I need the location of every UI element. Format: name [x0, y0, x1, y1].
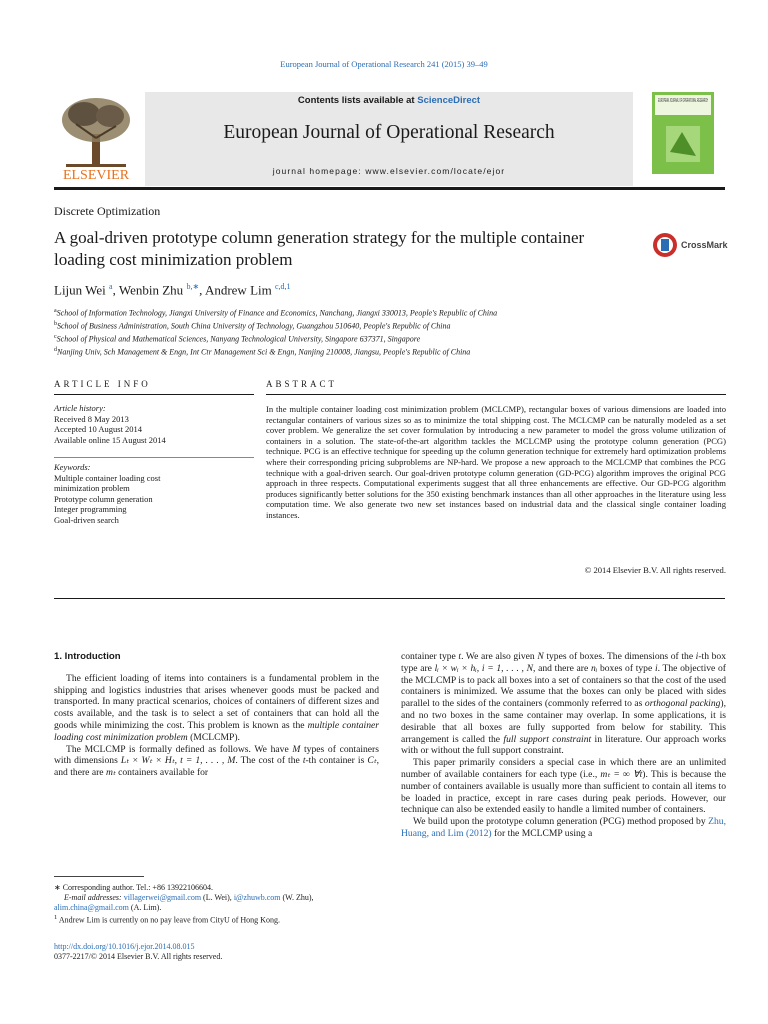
doi-link[interactable]: http://dx.doi.org/10.1016/j.ejor.2014.08.015	[54, 942, 195, 951]
affiliation: $^d$Nanjing Univ, Sch Management & Engn, Int Ctr Management Sci & Engn, Nanjing 210008, Jiangsu, People's Republic of China	[54, 347, 471, 358]
header-rule	[54, 187, 725, 190]
issn-line: 0377-2217/© 2014 Elsevier B.V. All rights reserved.	[54, 952, 223, 961]
keywords: Keywords: Multiple container loading cost minimization problem Prototype column generation Integer programming Goal-driven search	[54, 462, 161, 525]
author-list: Lijun Wei $^a$, Wenbin Zhu $^{b,∗}$, Andrew Lim $^{c,d,1}$	[54, 282, 291, 298]
homepage-link[interactable]: www.elsevier.com/locate/ejor	[365, 166, 506, 176]
sciencedirect-link[interactable]: ScienceDirect	[417, 95, 481, 106]
reference-link[interactable]: Zhu, Huang, and Lim (2012)	[401, 816, 726, 839]
author-name[interactable]: Wenbin Zhu	[118, 282, 184, 298]
journal-citation[interactable]: European Journal of Operational Research 241 (2015) 39–49	[280, 59, 488, 69]
abstract-heading: ABSTRACT	[266, 379, 338, 389]
crossmark-label: CrossMark	[681, 240, 728, 250]
abstract-end-rule	[54, 598, 725, 599]
affiliation: $^b$School of Business Administration, South China University of Technology, Guangzhou 510640, People's Republic of China	[54, 321, 451, 331]
journal-cover-thumbnail[interactable]	[652, 92, 714, 174]
footnote-corresponding: ∗ Corresponding author. Tel.: +86 13922106604.	[54, 883, 213, 892]
abstract-copyright: © 2014 Elsevier B.V. All rights reserved.	[584, 565, 726, 575]
article-history: Article history: Received 8 May 2013 Accepted 10 August 2014 Available online 15 August 2014	[54, 403, 166, 445]
keywords-rule	[54, 457, 254, 458]
article-info-rule	[54, 394, 254, 395]
author-affil-sup[interactable]: c,d,1	[274, 282, 291, 291]
author-name[interactable]: Lijun Wei	[54, 282, 106, 298]
paragraph: The efficient loading of items into containers is a fundamental problem in the shipping and logistics industries that arises whenever goods must be packed and transported. In many practical scenarios, choices of containers of different sizes and costs available, and the task is to select a set of containers that can hold all the goods while minimizing the cost. This problem is known as the multiple container loading cost minimization problem (MCLCMP).	[54, 672, 380, 743]
elsevier-logo	[54, 94, 138, 182]
affiliation: $^a$School of Information Technology, Jiangxi University of Finance and Economics, Nanchang, Jiangxi 330013, People's Republic of China	[54, 308, 498, 318]
publication-info	[54, 942, 384, 962]
section-heading: 1. Introduction	[54, 651, 121, 662]
paragraph: container type t. We are also given N types of boxes. The dimensions of the i-th box type are lᵢ × wᵢ × hᵢ, i = 1, . . . , N, and there are nᵢ boxes of type i. The objective of the MCLCMP is to pack all boxes into a set of containers so that the cost of the used containers is minimized. We assume that the boxes can only be placed with sides parallel to the sides of the containers (commonly referred to as orthogonal packing), and no two boxes in the same container may overlap. In some applications, it is desirable that all boxes are fully supported from below for stability. This arrangement is called the full support constraint in literature. Our approach works with or without the full support constraint.	[401, 651, 727, 757]
abstract-rule	[266, 394, 726, 395]
author-affil-sup[interactable]: a	[109, 282, 113, 291]
email-link[interactable]: villagerwei@gmail.com	[123, 893, 202, 902]
left-column	[54, 651, 379, 779]
cover-title: EUROPEAN JOURNAL OF OPERATIONAL RESEARCH	[658, 98, 709, 104]
author-affil-sup[interactable]: b,∗	[186, 282, 200, 291]
crossmark-icon	[652, 232, 678, 258]
footnote-rule	[54, 876, 144, 877]
article-info-heading: ARTICLE INFO	[54, 379, 151, 389]
paragraph: The MCLCMP is formally defined as follows. We have M types of containers with dimensions Lₜ × Wₜ × Hₜ, t = 1, . . . , M. The cost of the t-th container is Cₜ, and there are mₜ containers available for	[54, 743, 379, 779]
email-link[interactable]: alim.china@gmail.com	[54, 903, 129, 912]
contents-line: Contents lists available at ScienceDirect	[297, 95, 481, 106]
abstract-body: In the multiple container loading cost minimization problem (MCLCMP), rectangular boxes of various dimensions are loaded into rectangular containers of various sizes so as to minimize the total shipping cost. The MCLCMP can be naturally modeled as a set cover problem. We generalize the set cover formulation by introducing a new parameter to model the gross volume utilization of containers in a solution. The state-of-the-art algorithm tackles the MCLCMP using the prototype column generation (PCG) technique. PCG is an effective technique for speeding up the column generation technique for extremely hard optimization problems where their corresponding pricing subproblems are NP-hard. We propose a new approach to the MCLCMP that combines the PCG technique with a goal-driven search. Our goal-driven prototype column generation (GD-PCG) algorithm improves the original PCG approach in three respects. Computational experiments suggest that all three enhancements are effective. Our GD-PCG algorithm produces significantly better solutions for the 350 existing benchmark instances than all other approaches in the literature using less computation time. We also generate two new set instances based on industrial data and the classical single container loading instances.	[266, 404, 726, 520]
paragraph: This paper primarily considers a special case in which there are an unlimited number of available containers for each type (i.e., mₜ = ∞ ∀t). This is because the number of containers available is usually more than sufficient to contain all items to be loaded in practice, except in rare cases during peak periods. However, our technique can also be extended easily to handle a limited number of containers.	[401, 757, 726, 816]
crossmark-button[interactable]	[652, 230, 728, 260]
footnote-1: $^1$ Andrew Lim is currently on no pay leave from CityU of Hong Kong.	[54, 914, 280, 925]
publisher-name: ELSEVIER	[62, 168, 130, 182]
right-column	[401, 651, 726, 840]
article-section: Discrete Optimization	[54, 204, 161, 218]
footnotes: ∗ Corresponding author. Tel.: +86 13922106604. E-mail addresses: villagerwei@gmail.com (L. Wei), i@zhuwb.com (W. Zhu), alim.china@gmail.com (A. Lim). $^1$ Andrew Lim is currently on no pay leave from CityU of Hong Kong.	[54, 883, 384, 926]
journal-name: European Journal of Operational Research	[223, 122, 555, 143]
journal-homepage: journal homepage: www.elsevier.com/locate/ejor	[272, 166, 506, 176]
paragraph: We build upon the prototype column generation (PCG) method proposed by Zhu, Huang, and Lim (2012) for the MCLCMP using a	[401, 816, 726, 839]
affiliations	[54, 306, 704, 359]
affiliation: $^c$School of Physical and Mathematical Sciences, Nanyang Technological University, Singapore 637371, Singapore	[54, 334, 421, 344]
author-name[interactable]: Andrew Lim	[204, 282, 272, 298]
email-link[interactable]: i@zhuwb.com	[233, 893, 281, 902]
article-title: A goal-driven prototype column generation strategy for the multiple container loading cost minimization problem	[54, 228, 585, 269]
